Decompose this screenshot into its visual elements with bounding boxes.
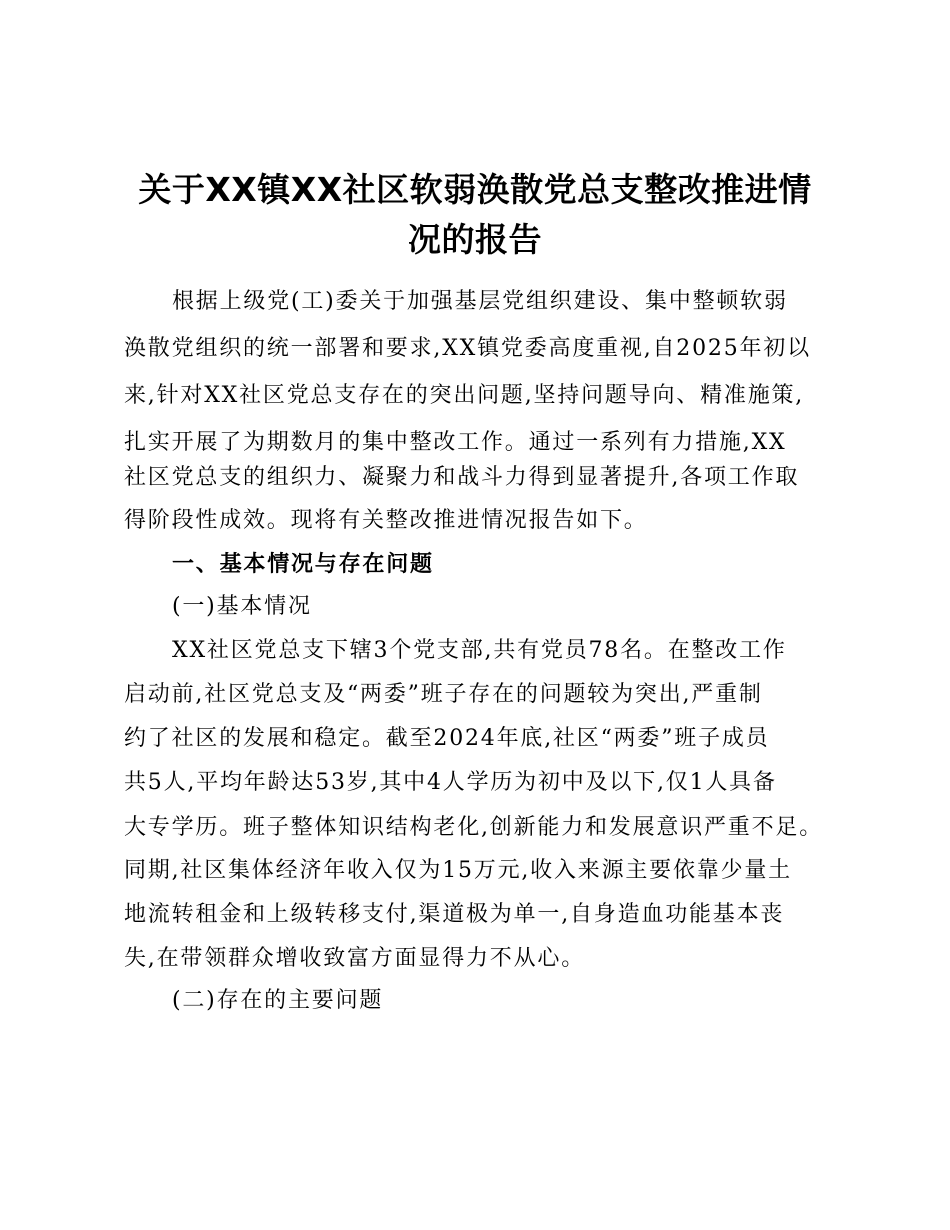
basic-situation-line: 启动前,社区党总支及“两委”班子存在的问题较为突出,严重制 bbox=[124, 682, 763, 707]
intro-line: 来,针对XX社区党总支存在的突出问题,坚持问题导向、精准施策, bbox=[124, 383, 805, 408]
subsection-1-heading: (一)基本情况 bbox=[172, 594, 312, 619]
basic-situation-line: 失,在带领群众增收致富方面显得力不从心。 bbox=[124, 946, 585, 971]
document-title-line-2: 况的报告 bbox=[408, 220, 542, 259]
intro-line: 扎实开展了为期数月的集中整改工作。通过一系列有力措施,XX bbox=[124, 430, 787, 455]
basic-situation-line: 约了社区的发展和稳定。截至2024年底,社区“两委”班子成员 bbox=[124, 726, 770, 751]
basic-situation-line: 地流转租金和上级转移支付,渠道极为单一,自身造血功能基本丧 bbox=[124, 902, 785, 927]
basic-situation-line: 同期,社区集体经济年收入仅为15万元,收入来源主要依靠少量土 bbox=[124, 858, 792, 883]
section-1-heading: 一、基本情况与存在问题 bbox=[172, 552, 434, 577]
intro-line: 涣散党组织的统一部署和要求,XX镇党委高度重视,自2025年初以 bbox=[124, 336, 811, 361]
basic-situation-line: XX社区党总支下辖3个党支部,共有党员78名。在整改工作 bbox=[172, 638, 787, 663]
basic-situation-line: 共5人,平均年龄达53岁,其中4人学历为初中及以下,仅1人具备 bbox=[124, 770, 777, 795]
intro-line: 社区党总支的组织力、凝聚力和战斗力得到显著提升,各项工作取 bbox=[124, 465, 800, 490]
subsection-2-heading: (二)存在的主要问题 bbox=[172, 988, 384, 1013]
document-title-line-1: 关于XX镇XX社区软弱涣散党总支整改推进情 bbox=[138, 170, 812, 209]
basic-situation-line: 大专学历。班子整体知识结构老化,创新能力和发展意识严重不足。 bbox=[124, 815, 823, 840]
intro-line: 得阶段性成效。现将有关整改推进情况报告如下。 bbox=[124, 508, 648, 533]
intro-line: 根据上级党(工)委关于加强基层党组织建设、集中整顿软弱 bbox=[172, 289, 788, 314]
